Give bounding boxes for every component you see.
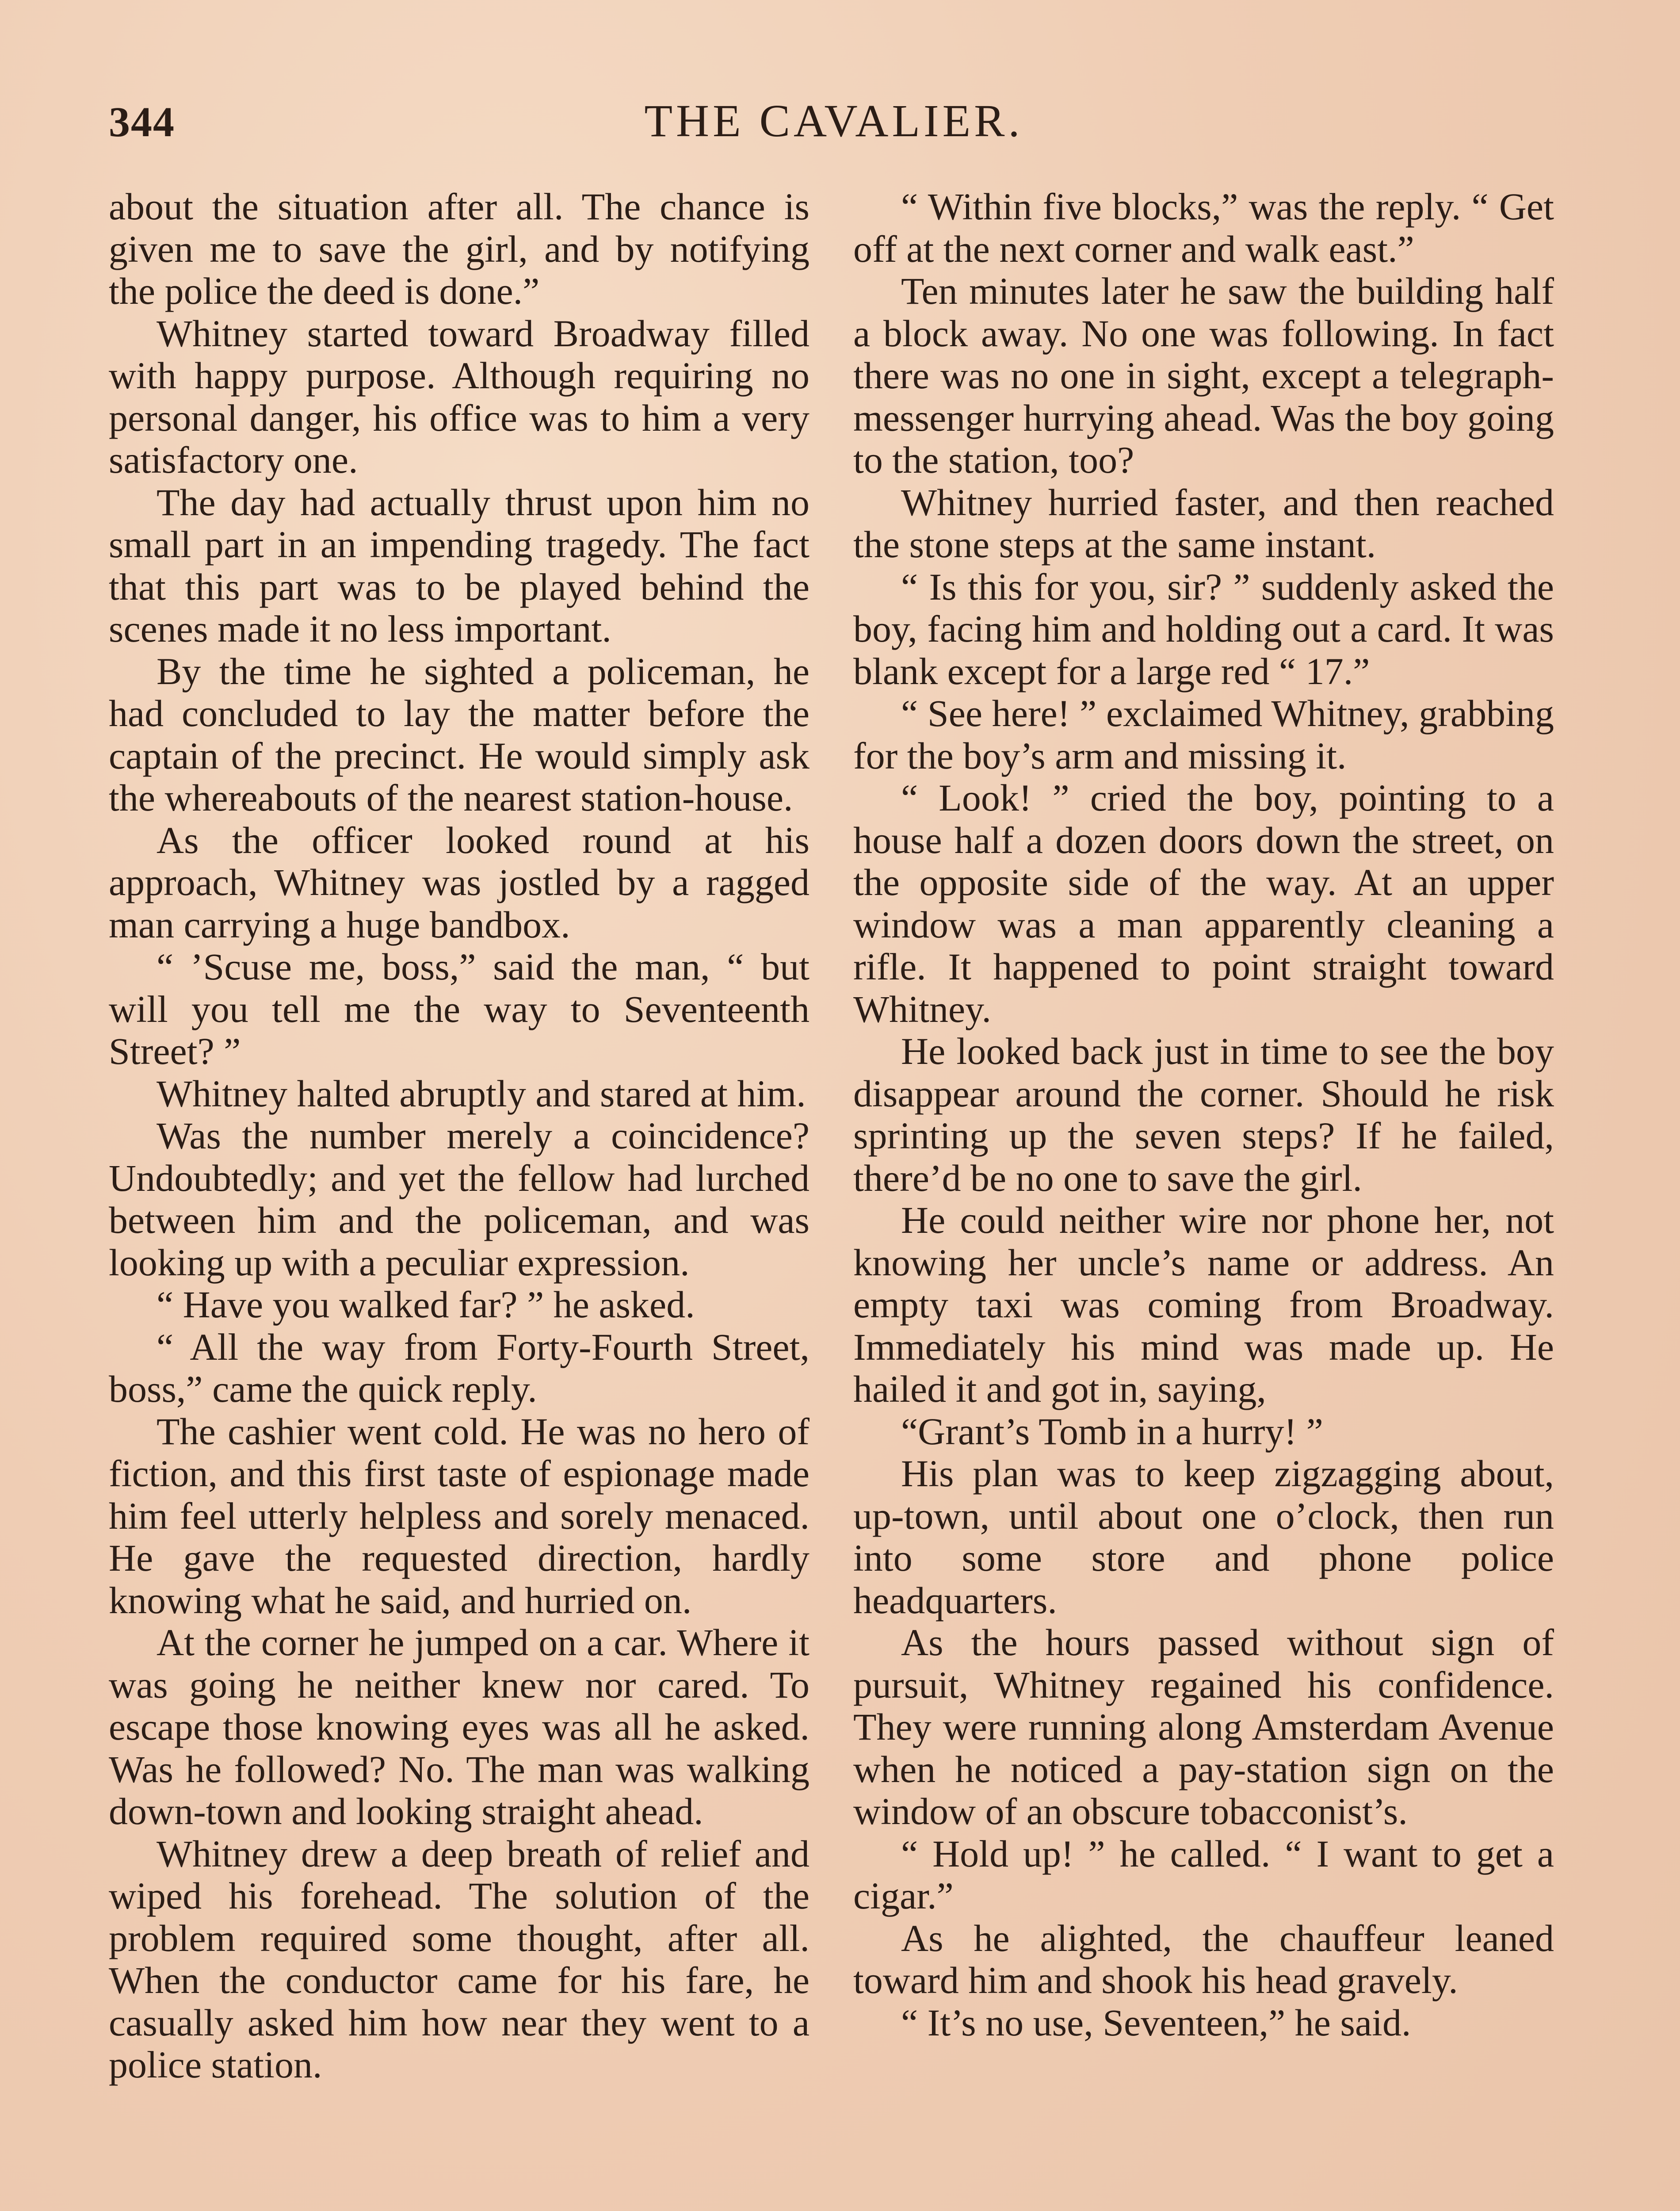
paragraph: Whitney drew a deep breath of relief and wiped his forehead. The solution of the problem required some thought, after all. When the conductor came for his fare, he casually asked him how near they went to a police station. bbox=[109, 1832, 809, 2086]
paragraph: He looked back just in time to see the boy disappear around the corner. Should he risk sprinting up the seven steps? If he failed, there’d be no one to save the girl. bbox=[853, 1030, 1554, 1199]
paragraph: “ Within five blocks,” was the reply. “ Get off at the next corner and walk east.” bbox=[853, 185, 1554, 270]
left-column bbox=[109, 186, 809, 2086]
paragraph: “ ’Scuse me, boss,” said the man, “ but will you tell me the way to Seventeenth Street? ” bbox=[109, 945, 809, 1072]
paragraph: “ Look! ” cried the boy, pointing to a house half a dozen doors down the street, on the opposite side of the way. At an upper window was a man apparently cleaning a rifle. It happened to point straight toward Whitney. bbox=[853, 777, 1554, 1030]
paragraph: Whitney started toward Broadway filled with happy purpose. Although requiring no personal danger, his office was to him a very satisfactory one. bbox=[109, 312, 809, 481]
paragraph: “ All the way from Forty-Fourth Street, boss,” came the quick reply. bbox=[109, 1325, 809, 1410]
page-header bbox=[109, 88, 1559, 159]
paragraph: “ It’s no use, Seventeen,” he said. bbox=[901, 2001, 1411, 2044]
right-column bbox=[853, 186, 1554, 2044]
paragraph: “ Hold up! ” he called. “ I want to get a cigar.” bbox=[853, 1832, 1554, 1917]
paragraph: As the officer looked round at his approach, Whitney was jostled by a ragged man carrying a huge bandbox. bbox=[109, 819, 809, 946]
paragraph: “ See here! ” exclaimed Whitney, grabbing for the boy’s arm and missing it. bbox=[853, 692, 1554, 777]
paragraph: As he alighted, the chauffeur leaned toward him and shook his head gravely. bbox=[853, 1916, 1554, 2001]
paragraph: “ Have you walked far? ” he asked. bbox=[157, 1283, 695, 1326]
paragraph: The day had actually thrust upon him no small part in an impending tragedy. The fact that this part was to be played behind the scenes made it no less important. bbox=[109, 481, 809, 650]
paragraph: His plan was to keep zigzagging about, up-town, until about one o’clock, then run into some store and phone police headquarters. bbox=[853, 1452, 1554, 1622]
paragraph: The cashier went cold. He was no hero of fiction, and this first taste of espionage made him feel utterly helpless and sorely menaced. He gave the requested direction, hardly knowing what he said, and hurried on. bbox=[109, 1410, 809, 1622]
paragraph: Ten minutes later he saw the building half a block away. No one was following. In fact there was no one in sight, except a telegraph-messenger hurrying ahead. Was the boy going to the station, too? bbox=[853, 270, 1554, 481]
paragraph: By the time he sighted a policeman, he had concluded to lay the matter before the captain of the precinct. He would simply ask the whereabouts of the nearest station-house. bbox=[109, 650, 809, 819]
running-head: THE CAVALIER. bbox=[644, 96, 1023, 146]
paragraph: “Grant’s Tomb in a hurry! ” bbox=[901, 1410, 1323, 1453]
paragraph: Whitney halted abruptly and stared at him. bbox=[157, 1072, 806, 1115]
paragraph: At the corner he jumped on a car. Where it was going he neither knew nor cared. To escape those knowing eyes was all he asked. Was he followed? No. The man was walking down-town and looking straight ahead. bbox=[109, 1621, 809, 1832]
paragraph: As the hours passed without sign of pursuit, Whitney regained his confidence. They were running along Amsterdam Avenue when he noticed a pay-station sign on the window of an obscure tobacconist’s. bbox=[853, 1621, 1554, 1832]
paragraph: “ Is this for you, sir? ” suddenly asked the boy, facing him and holding out a card. It was blank except for a large red “ 17.” bbox=[853, 565, 1554, 692]
paragraph: Was the number merely a coincidence? Undoubtedly; and yet the fellow had lurched between him and the policeman, and was looking up with a peculiar expression. bbox=[109, 1114, 809, 1284]
paragraph: about the situation after all. The chance is given me to save the girl, and by notifying the police the deed is done.” bbox=[109, 185, 809, 312]
paragraph: Whitney hurried faster, and then reached the stone steps at the same instant. bbox=[853, 481, 1554, 566]
page-number: 344 bbox=[109, 98, 175, 145]
paragraph: He could neither wire nor phone her, not knowing her uncle’s name or address. An empty taxi was coming from Broadway. Immediately his mind was made up. He hailed it and got in, saying, bbox=[853, 1199, 1554, 1410]
